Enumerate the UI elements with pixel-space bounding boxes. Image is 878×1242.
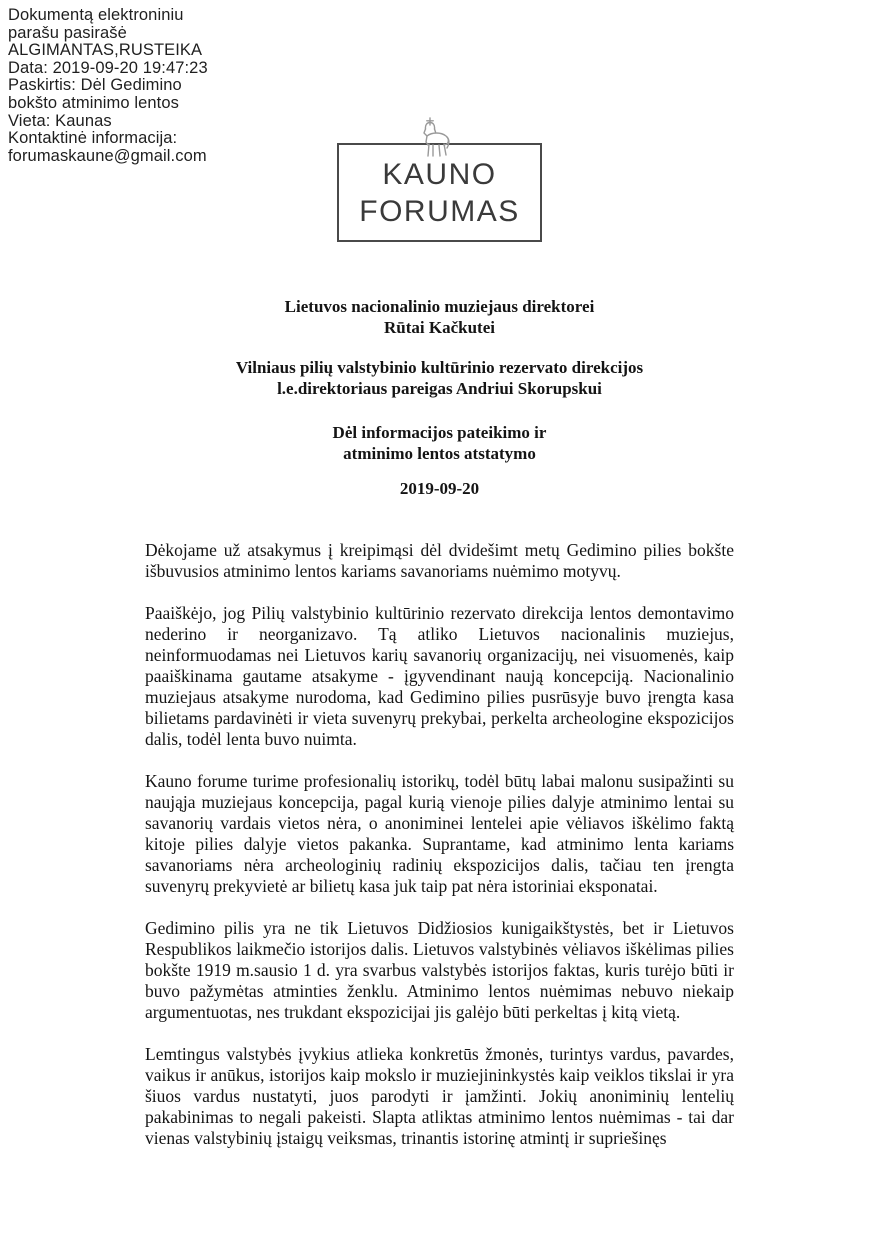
signature-purpose-line: bokšto atminimo lentos	[8, 93, 179, 112]
paragraph: Dėkojame už atsakymus į kreipimąsi dėl dvidešimt metų Gedimino pilies bokšte išbuvusios atminimo lentos kariams savanoriams nuėmimo motyvų.	[145, 540, 734, 581]
subject-line: Dėl informacijos pateikimo ir	[332, 423, 547, 442]
recipient-line: l.e.direktoriaus pareigas Andriui Skorupskui	[277, 379, 602, 398]
logo-title-line1: KAUNO	[382, 157, 497, 191]
paragraph: Lemtingus valstybės įvykius atlieka konkretūs žmonės, turintys vardus, pavardes, vaikus ir anūkus, istorijos kaip mokslo ir muziejininkystės kaip veiklos tikslai ir yra šiuos vardus nustatyti, juos parodyti ir įamžinti. Jokių anoniminių lentelių pakabinimas to negali pakeisti. Slapta atliktas atminimo lentos nuėmimas - tai dar vienas valstybinių įstaigų veiksmas, trinantis istorinę atmintį ir supriešinęs	[145, 1044, 734, 1148]
signature-purpose-line: Paskirtis: Dėl Gedimino	[8, 76, 182, 95]
letter-date: 2019-09-20	[399, 479, 480, 498]
aurochs-cross-icon	[413, 116, 453, 165]
recipient-line: Rūtai Kačkutei	[384, 318, 495, 337]
logo-title-line2: FORUMAS	[359, 194, 520, 228]
letter-body	[145, 540, 734, 1149]
signature-place: Vieta: Kaunas	[8, 111, 112, 130]
recipient-line: Vilniaus pilių valstybinio kultūrinio rezervato direkcijos	[235, 358, 644, 377]
signature-signer-name: ALGIMANTAS,RUSTEIKA	[8, 41, 203, 60]
letter-subject	[145, 422, 734, 464]
signature-line: Dokumentą elektroniniu	[8, 6, 184, 24]
kauno-forumas-logo	[337, 143, 542, 242]
recipient-line: Lietuvos nacionalinio muziejaus direktorei	[284, 297, 595, 316]
subject-line: atminimo lentos atstatymo	[343, 444, 536, 463]
recipient-block-reservation	[145, 357, 734, 399]
signature-line: parašu pasirašė	[8, 23, 127, 42]
letter-content	[145, 296, 734, 1170]
signature-date: Data: 2019-09-20 19:47:23	[8, 58, 208, 77]
recipient-block-museum	[145, 296, 734, 338]
digital-signature-stamp	[8, 7, 308, 165]
paragraph: Paaiškėjo, jog Pilių valstybinio kultūrinio rezervato direkcija lentos demontavimo nederino ir neorganizavo. Tą atliko Lietuvos nacionalinis muziejus, neinformuodamas nei Lietuvos karių savanorių organizacijų, nei visuomenės, kaip paaiškinama gautame atsakyme - įgyvendinant naują koncepciją. Nacionalinio muziejaus atsakyme nurodoma, kad Gedimino pilies pusrūsyje buvo įrengta kasa bilietams pardavinėti ir vieta suvenyrų prekybai, perkelta archeologine ekspozicijos dalis, todėl lenta buvo nuimta.	[145, 603, 734, 749]
paragraph: Gedimino pilis yra ne tik Lietuvos Didžiosios kunigaikštystės, bet ir Lietuvos Respublikos laikmečio istorijos dalis. Lietuvos valstybinės vėliavos iškėlimas pilies bokšte 1919 m.sausio 1 d. yra svarbus valstybės istorijos faktas, kuris turėjo būti ir buvo pažymėtas atminties ženklu. Atminimo lentos nuėmimas nebuvo niekaip argumentuotas, nes trukdant ekspozicijai jis galėjo būti perkeltas į kitą vietą.	[145, 918, 734, 1022]
signature-contact-email: forumaskaune@gmail.com	[8, 146, 207, 165]
signature-contact-label: Kontaktinė informacija:	[8, 129, 178, 148]
paragraph: Kauno forume turime profesionalių istorikų, todėl būtų labai malonu susipažinti su naująja muziejaus koncepcija, pagal kurią vienoje pilies dalyje atminimo lentai su savanorių vardais vietos nėra, o anoniminei lentelei apie vėliavos iškėlimo faktą kitoje pilies dalyje vietos pakanka. Suprantame, kad atminimo lenta kariams savanoriams nėra archeologinių radinių ekspozicijos dalis, tačiau ten įrengta suvenyrų prekyvietė ar bilietų kasa juk taip pat nėra istoriniai eksponatai.	[145, 771, 734, 896]
